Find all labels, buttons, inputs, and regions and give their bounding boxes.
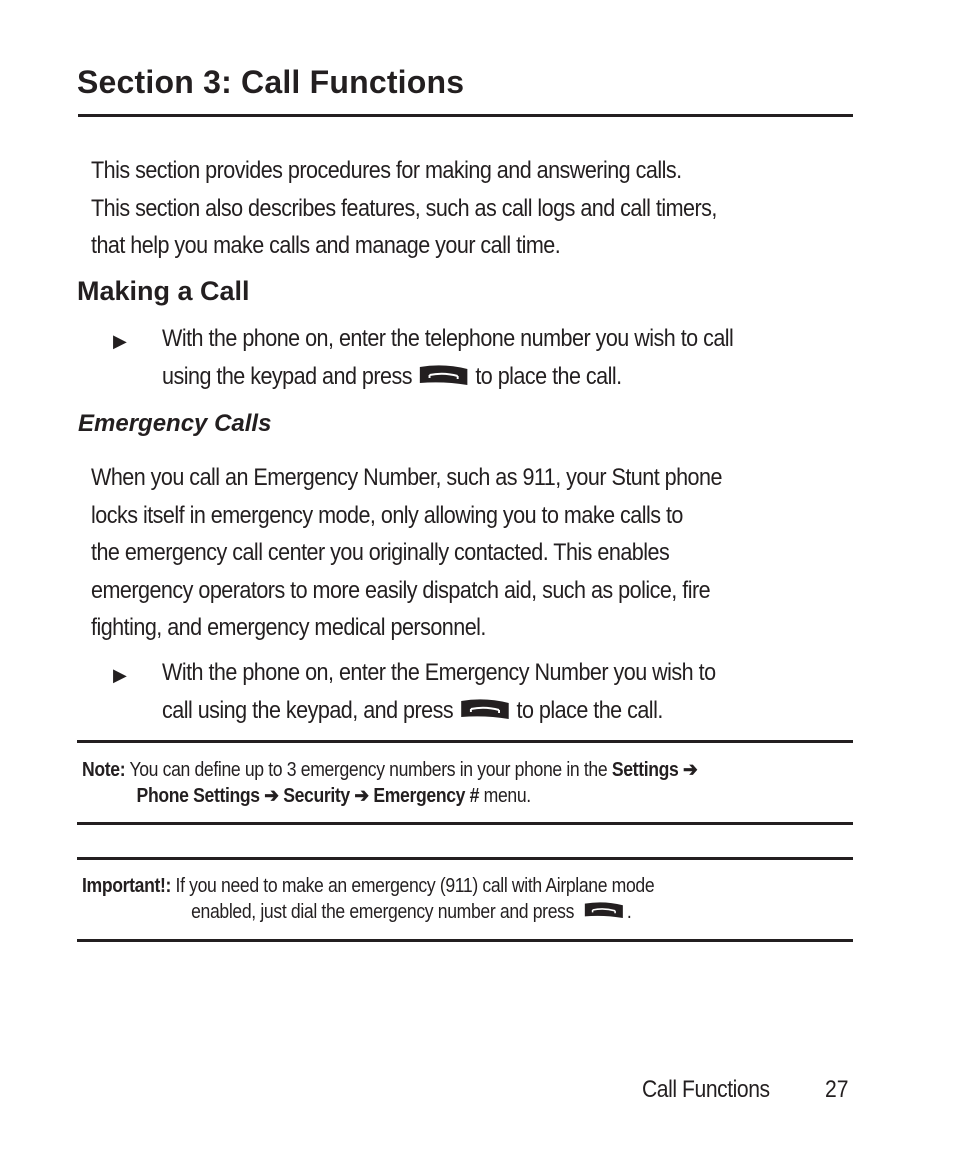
page-title: Section 3: Call Functions	[77, 64, 465, 100]
note-menu-word: menu.	[483, 784, 531, 807]
important-top-rule	[77, 857, 853, 860]
bullet-line	[162, 358, 848, 396]
emergency-number-menu-path: Emergency #	[373, 784, 480, 807]
making-call-heading: Making a Call	[77, 276, 250, 306]
note-text: You can define up to 3 emergency numbers in your phone in the	[129, 759, 608, 781]
bullet-line-start: call using the keypad, and press	[162, 696, 454, 724]
important-box	[82, 874, 856, 925]
emergency-line: the emergency call center you originally contacted. This enables	[91, 539, 670, 566]
emergency-calls-heading: Emergency Calls	[78, 410, 272, 437]
arrow-right-icon: ➔	[683, 759, 698, 781]
bullet-line: With the phone on, enter the telephone number you wish to call	[162, 325, 734, 352]
emergency-paragraph	[91, 459, 853, 647]
note-top-rule	[77, 740, 853, 743]
phone-settings-menu-path: Phone Settings	[136, 784, 260, 807]
bullet-line	[162, 692, 848, 730]
triangle-bullet-icon: ▶	[113, 665, 127, 685]
security-menu-path: Security	[283, 784, 350, 807]
important-bottom-rule	[77, 939, 853, 942]
send-key-icon	[417, 364, 470, 386]
bullet-line-end: to place the call.	[475, 362, 622, 390]
important-text: If you need to make an emergency (911) call with Airplane mode	[175, 875, 655, 897]
note-box	[82, 758, 856, 809]
note-line	[82, 758, 856, 784]
bullet-line: With the phone on, enter the Emergency Number you wish to	[162, 659, 716, 686]
footer-page-number: 27	[825, 1076, 849, 1103]
important-line	[82, 874, 856, 900]
settings-menu-path: Settings	[611, 759, 679, 781]
arrow-right-icon: ➔	[354, 784, 369, 807]
bullet-line-start: using the keypad and press	[162, 362, 412, 390]
note-bottom-rule	[77, 822, 853, 825]
footer-section-label: Call Functions	[642, 1076, 770, 1103]
bullet-line-end: to place the call.	[516, 696, 663, 724]
emergency-line: locks itself in emergency mode, only allowing you to make calls to	[91, 501, 683, 529]
note-line	[82, 784, 856, 810]
note-label: Note:	[82, 759, 126, 781]
emergency-bullet	[162, 654, 848, 729]
send-key-icon	[583, 901, 625, 919]
send-key-icon	[458, 698, 511, 720]
important-label: Important!:	[82, 875, 172, 897]
making-call-bullet	[162, 320, 848, 395]
intro-line: that help you make calls and manage your call time.	[91, 232, 561, 259]
triangle-bullet-icon: ▶	[113, 331, 127, 351]
emergency-line: emergency operators to more easily dispatch aid, such as police, fire	[91, 576, 711, 604]
intro-paragraph	[91, 152, 853, 265]
title-rule	[78, 114, 853, 117]
important-line	[82, 900, 856, 926]
important-text: enabled, just dial the emergency number and press	[191, 900, 575, 923]
intro-line: This section also describes features, such as call logs and call timers,	[91, 194, 717, 222]
intro-line: This section provides procedures for making and answering calls.	[91, 157, 682, 184]
emergency-line: fighting, and emergency medical personnel.	[91, 614, 486, 641]
important-text-end: .	[626, 900, 632, 923]
arrow-right-icon: ➔	[264, 784, 279, 807]
emergency-line: When you call an Emergency Number, such as 911, your Stunt phone	[91, 464, 722, 491]
